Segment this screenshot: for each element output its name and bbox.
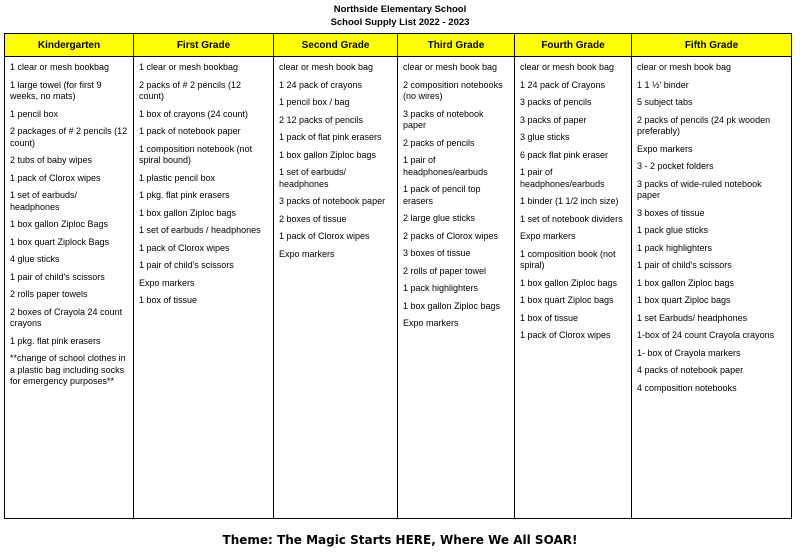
supply-item: 1 set of earbuds/ headphones xyxy=(10,190,78,212)
supply-item: 2 rolls paper towels xyxy=(10,289,88,299)
supply-item: Expo markers xyxy=(279,248,335,259)
supply-item: 2 boxes of tissue xyxy=(279,213,347,224)
supply-item: 1 large towel (for first 9 weeks, no mats) xyxy=(10,79,102,101)
supply-item: 1 box gallon Ziploc Bags xyxy=(10,219,109,229)
supply-item: 1 box of tissue xyxy=(139,295,198,305)
grade-heading: Fifth Grade xyxy=(632,34,791,57)
supply-item: 1 pack of notebook paper xyxy=(139,126,241,136)
supply-item: 1 pack highlighters xyxy=(637,242,713,253)
supply-list xyxy=(398,57,514,336)
supply-item: 1 24 pack of crayons xyxy=(279,79,363,90)
supply-item: 3 packs of wide-ruled notebook paper xyxy=(637,178,762,200)
supply-list xyxy=(5,57,133,394)
supply-item: 1- box of Crayola markers xyxy=(637,347,741,358)
grade-heading: Second Grade xyxy=(274,34,397,57)
supply-item: 1 pair of child's scissors xyxy=(139,260,234,270)
supply-item: 2 composition notebooks (no wires) xyxy=(403,79,503,101)
supply-item: clear or mesh book bag xyxy=(403,62,498,72)
supply-item: 3 packs of paper xyxy=(520,114,587,125)
supply-item: 1 24 pack of Crayons xyxy=(520,79,606,90)
supply-item: 3 packs of notebook paper xyxy=(279,196,386,206)
supply-item: 1 pack of flat pink erasers xyxy=(279,132,382,142)
supply-item: 1 pencil box xyxy=(10,108,59,119)
supply-item: 1 pencil box / bag xyxy=(279,97,350,107)
supply-list xyxy=(632,57,791,400)
supply-item: 2 12 packs of pencils xyxy=(279,114,364,125)
supply-item: 1 box gallon Ziploc bags xyxy=(637,277,735,288)
supply-item: 1 set Earbuds/ headphones xyxy=(637,312,748,323)
grade-column xyxy=(515,34,632,518)
supply-item: 1 pack of Clorox wipes xyxy=(139,242,230,253)
supply-item: 1 set of notebook dividers xyxy=(520,213,623,224)
supply-item: 1 pair of child's scissors xyxy=(637,260,732,270)
supply-item: 1 box gallon Ziploc bags xyxy=(139,207,237,218)
supply-item: 5 subject tabs xyxy=(637,97,693,107)
supply-item: 1 clear or mesh bookbag xyxy=(10,62,110,72)
supply-list xyxy=(134,57,273,313)
supply-item: 2 rolls of paper towel xyxy=(403,265,487,276)
supply-item: 1 box gallon Ziploc bags xyxy=(279,149,377,160)
supply-item: 3 packs of notebook paper xyxy=(403,108,484,130)
supply-item: 1-box of 24 count Crayola crayons xyxy=(637,330,775,340)
supply-item: 1 pack highlighters xyxy=(403,283,479,293)
grade-heading: First Grade xyxy=(134,34,273,57)
supply-item: 1 box quart Ziploc bags xyxy=(520,295,614,305)
supply-item: 2 packs of Clorox wipes xyxy=(403,230,499,241)
supply-item: 4 packs of notebook paper xyxy=(637,365,744,375)
supply-table xyxy=(4,33,792,519)
supply-item: clear or mesh book bag xyxy=(637,62,732,72)
supply-list xyxy=(515,57,631,348)
supply-item: 1 composition book (not spiral) xyxy=(520,248,616,270)
grade-column xyxy=(134,34,274,518)
supply-item: 1 plastic pencil box xyxy=(139,172,216,183)
supply-item: 1 box gallon Ziploc bags xyxy=(520,277,618,288)
supply-item: 4 glue sticks xyxy=(10,254,60,264)
supply-item: 1 pack of Clorox wipes xyxy=(279,231,370,241)
theme-footer: Theme: The Magic Starts HERE, Where We All SOAR! xyxy=(222,533,578,547)
supply-item: Expo markers xyxy=(139,277,195,288)
supply-item: 1 pack glue sticks xyxy=(637,225,709,235)
grade-heading: Fourth Grade xyxy=(515,34,631,57)
supply-item: 2 packages of # 2 pencils (12 count) xyxy=(10,126,128,148)
supply-item: 1 box gallon Ziploc bags xyxy=(403,300,501,311)
supply-item: 2 boxes of Crayola 24 count crayons xyxy=(10,306,123,328)
supply-item: 1 pair of headphones/earbuds xyxy=(403,155,488,177)
list-title: School Supply List 2022 - 2023 xyxy=(330,17,470,28)
supply-item: 1 1 ½' binder xyxy=(637,79,689,90)
supply-item: 1 pack of Clorox wipes xyxy=(520,330,611,340)
supply-item: 4 composition notebooks xyxy=(637,382,737,393)
supply-item: 1 set of earbuds / headphones xyxy=(139,225,261,235)
supply-item: 1 pkg. flat pink erasers xyxy=(10,335,101,346)
supply-item: 1 pair of child's scissors xyxy=(10,271,105,282)
supply-item: 3 boxes of tissue xyxy=(637,207,705,218)
supply-item: Expo markers xyxy=(520,231,576,241)
supply-item: 1 box quart Ziploc bags xyxy=(637,295,731,305)
supply-item: 3 packs of pencils xyxy=(520,97,592,107)
supply-item: clear or mesh book bag xyxy=(279,62,374,72)
supply-item: 1 pack of Clorox wipes xyxy=(10,172,101,183)
supply-item: 1 box of crayons (24 count) xyxy=(139,108,249,119)
document-header xyxy=(0,3,800,29)
grade-heading: Kindergarten xyxy=(5,34,133,57)
supply-item: 1 composition notebook (not spiral bound) xyxy=(139,143,253,165)
supply-item: 2 packs of # 2 pencils (12 count) xyxy=(139,79,242,101)
supply-item: 2 large glue sticks xyxy=(403,213,476,223)
supply-item: Expo markers xyxy=(403,318,459,328)
supply-item: 1 pair of headphones/earbuds xyxy=(520,167,605,189)
supply-item: 2 tubs of baby wipes xyxy=(10,155,93,165)
grade-column xyxy=(5,34,134,518)
supply-item: 3 glue sticks xyxy=(520,132,570,142)
supply-item: 2 packs of pencils xyxy=(403,137,475,148)
grade-column xyxy=(398,34,515,518)
supply-item: **change of school clothes in a plastic bag including socks for emergency purposes** xyxy=(10,353,126,386)
supply-item: 1 box of tissue xyxy=(520,312,579,323)
supply-item: 1 box quart Ziplock Bags xyxy=(10,236,110,247)
grade-column xyxy=(274,34,398,518)
supply-item: 3 boxes of tissue xyxy=(403,248,471,258)
supply-item: 1 clear or mesh bookbag xyxy=(139,62,239,72)
supply-item: clear or mesh book bag xyxy=(520,62,615,72)
supply-item: 1 pack of pencil top erasers xyxy=(403,184,481,206)
school-name: Northside Elementary School xyxy=(333,4,467,15)
grade-heading: Third Grade xyxy=(398,34,514,57)
supply-item: 6 pack flat pink eraser xyxy=(520,149,609,160)
supply-item: Expo markers xyxy=(637,143,693,154)
grade-column xyxy=(632,34,791,518)
supply-item: 1 pkg. flat pink erasers xyxy=(139,190,230,200)
supply-item: 1 set of earbuds/ headphones xyxy=(279,167,347,189)
supply-item: 1 binder (1 1/2 inch size) xyxy=(520,196,619,206)
supply-list xyxy=(274,57,397,266)
supply-item: 2 packs of pencils (24 pk wooden preferably) xyxy=(637,114,771,136)
supply-item: 3 - 2 pocket folders xyxy=(637,161,714,171)
